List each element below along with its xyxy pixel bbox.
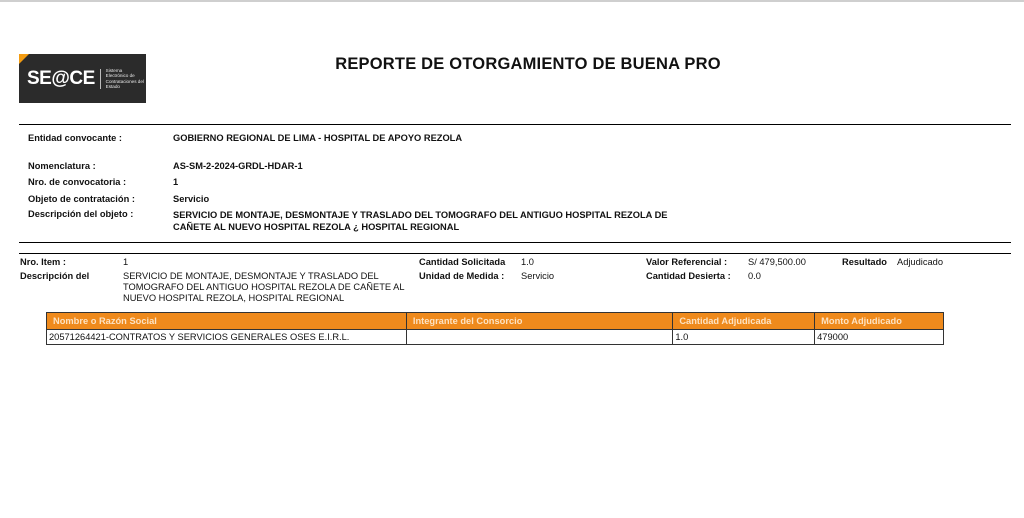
table-row [47, 330, 944, 345]
cell-integrante [406, 330, 672, 345]
logo-subtitle: Sistema Electrónico de Contrataciones del Estado [105, 67, 144, 89]
valor-referencial-value: S/ 479,500.00 [748, 257, 806, 267]
nomenclatura-value: AS-SM-2-2024-GRDL-HDAR-1 [173, 161, 303, 171]
valor-referencial-label: Valor Referencial : [646, 257, 728, 267]
entidad-value: GOBIERNO REGIONAL DE LIMA - HOSPITAL DE APOYO REZOLA [173, 133, 463, 143]
table-header-row [47, 313, 944, 330]
cell-nombre: 20571264421-CONTRATOS Y SERVICIOS GENERALES OSES E.I.R.L. [47, 330, 407, 345]
cantidad-desierta-label: Cantidad Desierta : [646, 271, 731, 281]
top-border [0, 0, 1024, 2]
divider-mid-1 [19, 242, 1011, 243]
nro-convocatoria-value: 1 [173, 177, 179, 187]
report-title: REPORTE DE OTORGAMIENTO DE BUENA PRO [335, 55, 721, 73]
logo-separator [100, 69, 101, 89]
resultado-value: Adjudicado [897, 257, 944, 267]
cantidad-desierta-value: 0.0 [748, 271, 761, 281]
logo-accent-triangle [19, 54, 29, 64]
divider-top [19, 124, 1011, 125]
cell-monto: 479000 [815, 330, 944, 345]
objeto-label: Objeto de contratación : [28, 194, 135, 204]
cantidad-solicitada-value: 1.0 [521, 257, 534, 267]
entidad-label: Entidad convocante : [28, 133, 123, 143]
col-header-nombre: Nombre o Razón Social [47, 313, 407, 330]
descripcion-objeto-value: SERVICIO DE MONTAJE, DESMONTAJE Y TRASLADO DEL TOMOGRAFO DEL ANTIGUO HOSPITAL REZOLA DE CAÑETE AL NUEVO HOSPITAL REZOLA ¿ HOSPITAL REGIONAL [173, 210, 668, 232]
adjudicacion-table [46, 312, 944, 345]
nomenclatura-label: Nomenclatura : [28, 161, 96, 171]
cell-cantidad: 1.0 [673, 330, 815, 345]
nro-item-label: Nro. Item : [20, 257, 66, 267]
divider-mid-2 [19, 253, 1011, 254]
logo-wordmark: SE@CE [27, 67, 95, 89]
col-header-monto: Monto Adjudicado [815, 313, 944, 330]
cantidad-solicitada-label: Cantidad Solicitada [419, 257, 506, 267]
unidad-medida-value: Servicio [521, 271, 555, 281]
objeto-value: Servicio [173, 194, 210, 204]
item-descripcion-value: SERVICIO DE MONTAJE, DESMONTAJE Y TRASLADO DEL TOMOGRAFO DEL ANTIGUO HOSPITAL REZOLA DE CAÑETE AL NUEVO HOSPITAL REZOLA, HOSPITAL REGIONAL [123, 271, 405, 303]
col-header-cantidad: Cantidad Adjudicada [673, 313, 815, 330]
item-descripcion-label: Descripción del [20, 271, 90, 281]
nro-convocatoria-label: Nro. de convocatoria : [28, 177, 127, 187]
seace-logo [19, 54, 146, 103]
col-header-integrante: Integrante del Consorcio [406, 313, 672, 330]
resultado-label: Resultado [842, 257, 887, 267]
nro-item-value: 1 [123, 257, 129, 267]
descripcion-objeto-label: Descripción del objeto : [28, 209, 134, 219]
unidad-medida-label: Unidad de Medida : [419, 271, 505, 281]
